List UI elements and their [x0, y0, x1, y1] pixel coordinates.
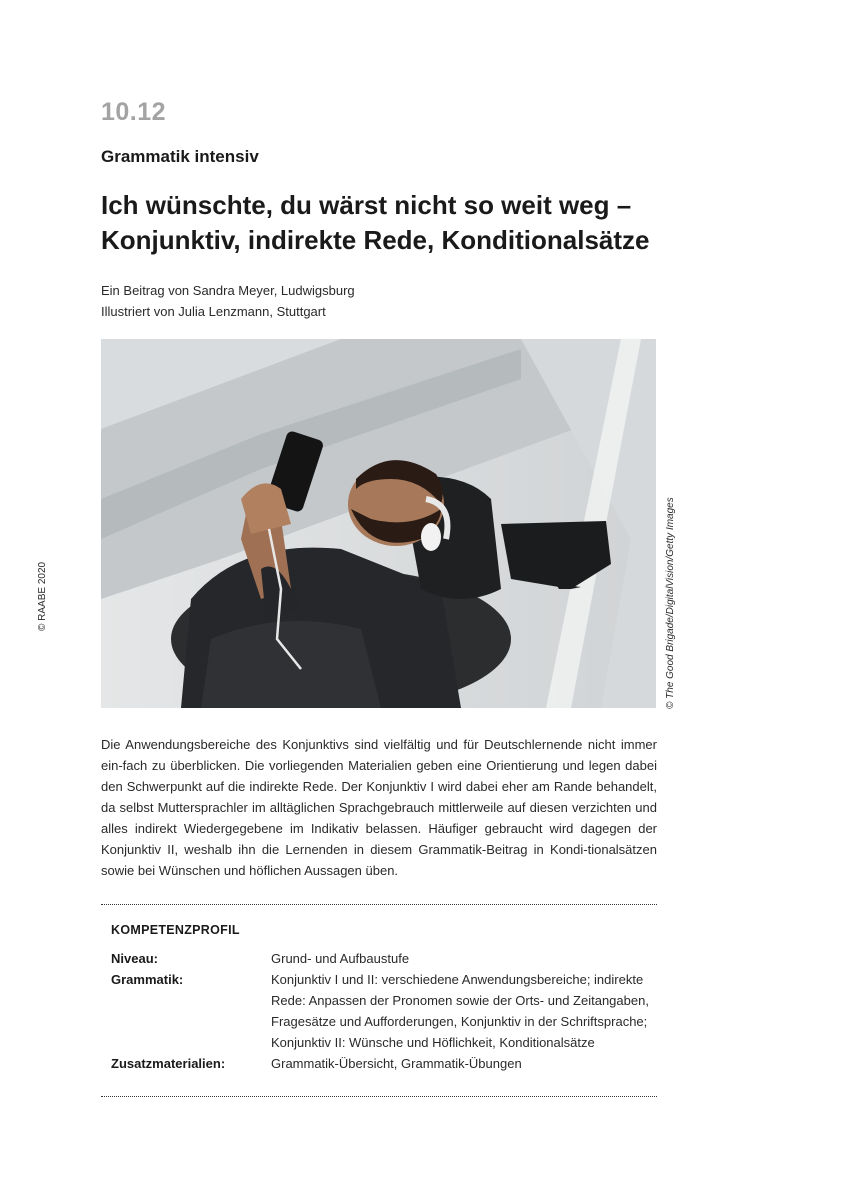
top-divider — [101, 904, 657, 905]
profile-row-zusatz — [111, 1053, 651, 1074]
title-line-1: Ich wünschte, du wärst nicht so weit weg – — [101, 190, 632, 220]
competence-profile — [111, 923, 651, 1074]
bottom-divider — [101, 1096, 657, 1097]
profile-row-niveau — [111, 948, 651, 969]
author-info — [101, 280, 355, 322]
illustrator-line: Illustriert von Julia Lenzmann, Stuttgart — [101, 304, 326, 319]
zusatz-value: Grammatik-Übersicht, Grammatik-Übungen — [271, 1056, 522, 1071]
cover-photo — [101, 339, 656, 708]
grammatik-line-3: Fragesätze und Aufforderungen, Konjunktiv in der Schriftsprache; — [271, 1014, 648, 1029]
grammatik-line-4: Konjunktiv II: Wünsche und Höflichkeit, Konditionalsätze — [271, 1035, 595, 1050]
grammatik-value — [271, 969, 651, 1053]
zusatz-label: Zusatzmaterialien: — [111, 1056, 226, 1071]
photo-credit: © The Good Brigade/DigitalVision/Getty Images — [665, 497, 676, 709]
grammatik-line-2: Rede: Anpassen der Pronomen sowie der Orts- und Zeitangaben, — [271, 993, 649, 1008]
grammatik-label: Grammatik: — [111, 972, 184, 987]
intro-paragraph: Die Anwendungsbereiche des Konjunktivs sind vielfältig und für Deutschlernende nicht immer ein-fach zu überblicken. Die vorliegenden Materialien geben eine Orientierung und legen dabei den Schwerpunkt auf die indirekte Rede. Der Konjunktiv I wird dabei eher am Rande behandelt, da selbst Muttersprachler im alltäglichen Sprachgebrauch mittlerweile auf diesen verzichten und alles indirekt Wiedergegebene im Indikativ belassen. Häufiger gebraucht wird dagegen der Konjunktiv II, weshalb ihn die Lernenden in diesem Grammatik-Beitrag in Kondi-tionalsätzen sowie bei Wünschen und höflichen Aussagen üben. — [101, 737, 657, 878]
contributor-line: Ein Beitrag von Sandra Meyer, Ludwigsburg — [101, 283, 355, 298]
niveau-label: Niveau: — [111, 951, 158, 966]
title-line-2: Konjunktiv, indirekte Rede, Konditionalsätze — [101, 225, 650, 255]
page-title — [101, 188, 701, 258]
series-title: Grammatik intensiv — [101, 147, 259, 166]
competence-profile-title: KOMPETENZPROFIL — [111, 923, 240, 937]
chapter-number: 10.12 — [101, 98, 167, 126]
niveau-value: Grund- und Aufbaustufe — [271, 951, 410, 966]
grammatik-line-1: Konjunktiv I und II: verschiedene Anwendungsbereiche; indirekte — [271, 972, 644, 987]
copyright-notice: © RAABE 2020 — [37, 561, 48, 631]
profile-row-grammatik — [111, 969, 651, 1053]
